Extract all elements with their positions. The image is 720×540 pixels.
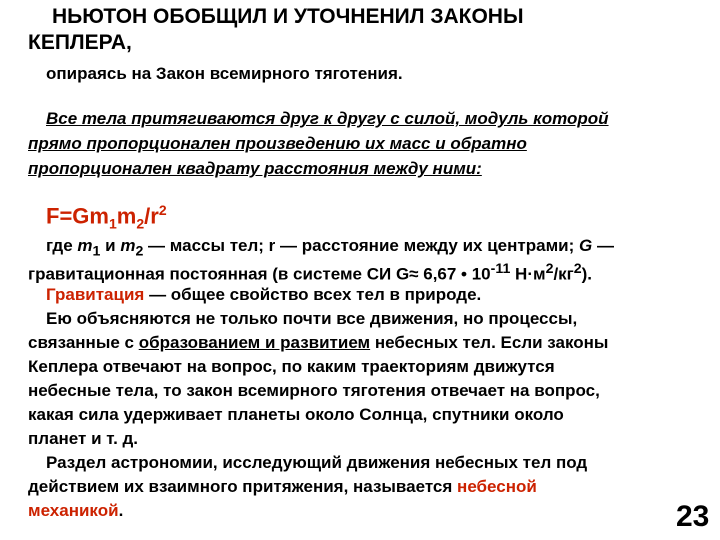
mechanics-term: механикой [28, 501, 119, 520]
formula-div: /r [144, 203, 159, 229]
para2-line-1: Ею объясняются не только почти все движения, но процессы, [46, 309, 578, 328]
law-line-3: пропорционален квадрату расстояния между ними: [28, 159, 482, 178]
text-span: 6,67 • 10 [418, 264, 491, 284]
text-span: небесных тел. Если законы [370, 333, 609, 352]
formula-sub-1: 1 [108, 215, 117, 232]
exponent: -11 [490, 261, 511, 277]
para2-line-4: небесные тела, то закон всемирного тяготения отвечает на вопрос, [28, 381, 600, 400]
slide-title-line-1: НЬЮТОН ОБОБЩИЛ И УТОЧНЕНИЛ ЗАКОНЫ [52, 5, 524, 28]
underlined-phrase: образованием и развитием [138, 333, 371, 352]
para3-line-3 [28, 499, 123, 522]
text-span: связанные с [28, 333, 139, 352]
text-span: — [592, 236, 614, 255]
text-span: гравитационная постоянная (в системе СИ G [28, 264, 410, 284]
text-span: и [100, 236, 121, 255]
celestial-term: небесной [457, 477, 537, 496]
var-m2-sub: 2 [135, 243, 144, 260]
text-span: — массы тел; r — расстояние между их центрами; [143, 236, 579, 255]
text-span: — общее свойство всех тел в природе. [144, 285, 482, 304]
var-g: G [578, 236, 593, 255]
formula-sub-2: 2 [136, 215, 145, 232]
para3-line-2 [28, 475, 537, 498]
para2-line-2 [28, 331, 608, 354]
exponent: 2 [573, 261, 582, 277]
explain-line-2 [28, 258, 592, 286]
subtitle: опираясь на Закон всемирного тяготения. [46, 64, 403, 83]
approx-sign: ≈ [409, 264, 419, 284]
text-span: Н·м [510, 264, 546, 284]
var-m1: m [77, 236, 93, 255]
var-m1-sub: 1 [92, 243, 101, 260]
gravity-term: Гравитация [46, 285, 145, 304]
para3-line-1: Раздел астрономии, исследующий движения небесных тел под [46, 453, 588, 472]
text-span: действием их взаимного притяжения, называется [28, 477, 458, 496]
exponent: 2 [545, 261, 554, 277]
para2-line-3: Кеплера отвечают на вопрос, по каким траекториям движутся [28, 357, 555, 376]
text-span: /кг [553, 264, 574, 284]
text-span: . [118, 501, 124, 520]
gravity-formula [46, 202, 167, 232]
formula-mid: m [116, 203, 137, 229]
text-span: ). [581, 264, 593, 284]
gravity-line [46, 283, 481, 306]
page-number: 23 [676, 500, 710, 533]
para2-line-5: какая сила удерживает планеты около Солнца, спутники около [28, 405, 564, 424]
law-line-2: прямо пропорционален произведению их масс и обратно [28, 134, 527, 153]
formula-sup: 2 [158, 202, 167, 218]
text-span: где [46, 236, 78, 255]
formula-prefix: F=Gm [46, 203, 109, 229]
law-line-1: Все тела притягиваются друг к другу с силой, модуль которой [46, 109, 609, 128]
para2-line-6: планет и т. д. [28, 429, 139, 448]
slide-title-line-2: КЕПЛЕРА, [28, 31, 132, 54]
var-m2: m [120, 236, 136, 255]
